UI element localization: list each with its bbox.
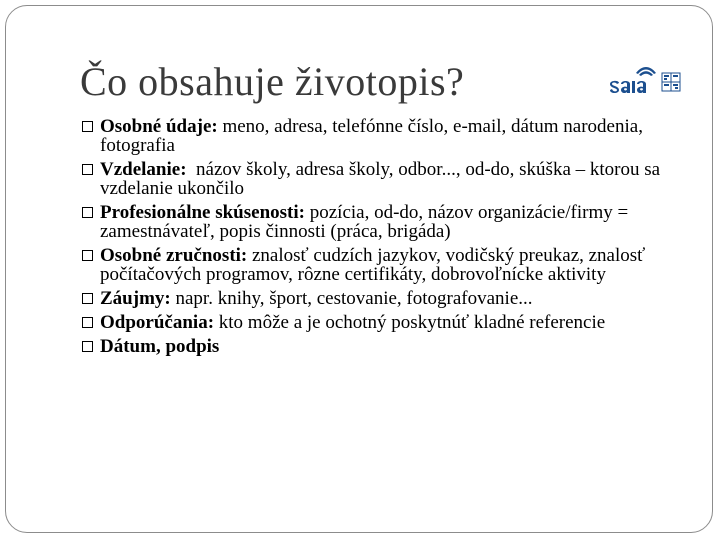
list-item	[82, 246, 682, 284]
list-item	[82, 337, 682, 356]
checkbox-bullet-icon	[82, 164, 93, 175]
bullet-term: Osobné zručnosti:	[100, 245, 248, 266]
checkbox-bullet-icon	[82, 121, 93, 132]
bullet-list	[82, 117, 682, 361]
bullet-text: meno, adresa, telefónne číslo, e-mail, dátum narodenia, fotografia	[100, 116, 643, 156]
checkbox-bullet-icon	[82, 317, 93, 328]
saia-logo	[606, 62, 686, 102]
checkbox-bullet-icon	[82, 207, 93, 218]
list-item	[82, 289, 682, 308]
list-item	[82, 160, 682, 198]
list-item	[82, 203, 682, 241]
bullet-term: Dátum, podpis	[100, 336, 220, 357]
bullet-text: napr. knihy, šport, cestovanie, fotografovanie...	[170, 288, 533, 309]
bullet-text: názov školy, adresa školy, odbor..., od-do, skúška – ktorou sa vzdelanie ukončilo	[100, 159, 665, 199]
list-item	[82, 117, 682, 155]
list-item	[82, 313, 682, 332]
checkbox-bullet-icon	[82, 341, 93, 352]
bullet-text: znalosť cudzích jazykov, vodičský preukaz, znalosť počítačových programov, rôzne certifikáty, dobrovoľnícke aktivity	[100, 245, 646, 285]
bullet-term: Odporúčania:	[100, 312, 215, 333]
bullet-text: kto môže a je ochotný poskytnúť kladné referencie	[214, 312, 606, 333]
bullet-term: Vzdelanie:	[100, 159, 187, 180]
bullet-term: Profesionálne skúsenosti:	[100, 202, 305, 223]
checkbox-bullet-icon	[82, 293, 93, 304]
bullet-term: Záujmy:	[100, 288, 171, 309]
bullet-term: Osobné údaje:	[100, 116, 218, 137]
checkbox-bullet-icon	[82, 250, 93, 261]
page-title: Čo obsahuje životopis?	[80, 59, 465, 104]
bullet-text: pozícia, od-do, názov organizácie/firmy = zamestnávateľ, popis činnosti (práca, brigáda)	[100, 202, 629, 242]
